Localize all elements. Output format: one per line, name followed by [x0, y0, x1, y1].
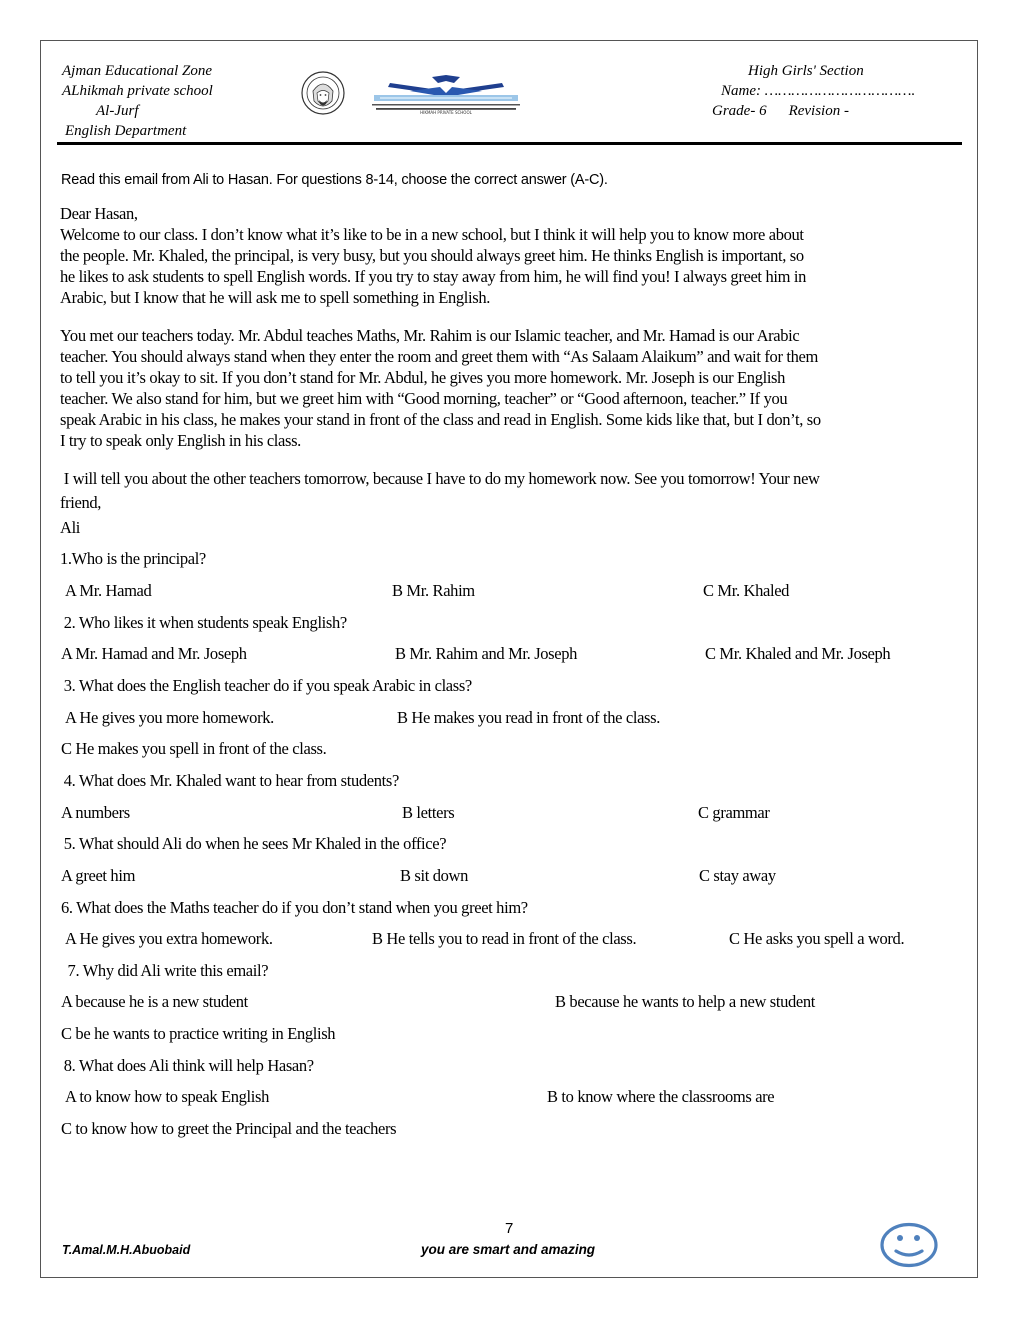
- smiley-face-icon: [879, 1222, 939, 1268]
- question-text: 5. What should Ali do when he sees Mr Khaled in the office?: [60, 834, 447, 853]
- answer-option[interactable]: B letters: [402, 803, 455, 822]
- svg-text:HIKMAH PRIVATE SCHOOL: HIKMAH PRIVATE SCHOOL: [420, 110, 472, 115]
- answer-option[interactable]: C be he wants to practice writing in English: [61, 1024, 336, 1043]
- section-label: High Girls' Section: [748, 63, 864, 79]
- page-number: 7: [505, 1220, 514, 1237]
- answer-option[interactable]: B sit down: [400, 866, 469, 885]
- answer-option[interactable]: C stay away: [699, 866, 776, 885]
- footer-motto: you are smart and amazing: [421, 1242, 596, 1257]
- question-text: 3. What does the English teacher do if you speak Arabic in class?: [60, 676, 472, 695]
- answer-option[interactable]: C grammar: [698, 803, 770, 822]
- question-text: 4. What does Mr. Khaled want to hear from students?: [60, 771, 399, 790]
- answer-option[interactable]: A He gives you extra homework.: [65, 929, 273, 948]
- email-paragraph2-line: I try to speak only English in his class.: [60, 431, 301, 450]
- answer-option[interactable]: A greet him: [61, 866, 136, 885]
- email-greeting: Dear Hasan,: [60, 204, 138, 223]
- grade-revision: [700, 101, 915, 121]
- email-paragraph2-line: speak Arabic in his class, he makes your stand in front of the class and read in English. Some kids like that, but I don’t, so: [60, 410, 821, 429]
- answer-option[interactable]: C Mr. Khaled: [703, 581, 790, 600]
- email-paragraph1-line: Welcome to our class. I don’t know what it’s like to be in a new school, but I think it will help you to know more about: [60, 225, 804, 244]
- student-info: [700, 61, 915, 121]
- question-text: 1.Who is the principal?: [60, 549, 206, 568]
- email-paragraph1-line: he likes to ask students to spell English words. If you try to stay away from him, he will find you! I always greet him in: [60, 267, 806, 286]
- answer-option[interactable]: A He gives you more homework.: [65, 708, 274, 727]
- answer-option[interactable]: A numbers: [61, 803, 130, 822]
- email-paragraph2-line: You met our teachers today. Mr. Abdul teaches Maths, Mr. Rahim is our Islamic teacher, and Mr. Hamad is our Arabic: [60, 326, 800, 345]
- email-paragraph3-line: I will tell you about the other teachers tomorrow, because I have to do my homework now. See you tomorrow! Your new: [60, 469, 820, 488]
- answer-option[interactable]: B because he wants to help a new student: [555, 992, 816, 1011]
- answer-option[interactable]: A Mr. Hamad: [65, 581, 152, 600]
- email-paragraph3-line: friend,: [60, 493, 102, 512]
- answer-option[interactable]: B to know where the classrooms are: [547, 1087, 775, 1106]
- header-divider: [57, 142, 962, 145]
- year-of-zayed-seal-icon: [301, 71, 345, 115]
- department: English Department: [65, 123, 187, 139]
- answer-option[interactable]: C He makes you spell in front of the class.: [61, 739, 327, 758]
- answer-option[interactable]: A because he is a new student: [61, 992, 248, 1011]
- email-paragraph1-line: Arabic, but I know that he will ask me to spell something in English.: [60, 288, 490, 307]
- answer-option[interactable]: B Mr. Rahim: [392, 581, 475, 600]
- educational-zone: Ajman Educational Zone: [62, 63, 212, 79]
- answer-option[interactable]: B Mr. Rahim and Mr. Joseph: [395, 644, 578, 663]
- email-paragraph2-line: teacher. You should always stand when they enter the room and greet them with “As Salaam Alaikum” and wait for them: [60, 347, 818, 366]
- answer-option[interactable]: A to know how to speak English: [65, 1087, 269, 1106]
- email-paragraph2-line: to tell you it’s okay to sit. If you don’t stand for Mr. Abdul, he gives you more homework. Mr. Joseph is our English: [60, 368, 786, 387]
- school-name: ALhikmah private school: [62, 83, 213, 99]
- school-logo-icon: [370, 73, 522, 115]
- answer-option[interactable]: C to know how to greet the Principal and the teachers: [61, 1119, 397, 1138]
- answer-option[interactable]: A Mr. Hamad and Mr. Joseph: [61, 644, 247, 663]
- email-signature: Ali: [60, 518, 81, 537]
- question-text: 7. Why did Ali write this email?: [60, 961, 269, 980]
- school-location: Al-Jurf: [96, 103, 139, 119]
- revision-label: Revision -: [788, 103, 849, 119]
- author-name: T.Amal.M.H.Abuobaid: [62, 1243, 191, 1257]
- email-paragraph1-line: the people. Mr. Khaled, the principal, is very busy, but you should always greet him. He thinks English is important, so: [60, 246, 804, 265]
- question-text: 2. Who likes it when students speak English?: [60, 613, 347, 632]
- answer-option[interactable]: C Mr. Khaled and Mr. Joseph: [705, 644, 891, 663]
- question-text: 8. What does Ali think will help Hasan?: [60, 1056, 314, 1075]
- email-paragraph2-line: teacher. We also stand for him, but we greet him with “Good morning, teacher” or “Good afternoon, teacher.” If you: [60, 389, 788, 408]
- instructions: Read this email from Ali to Hasan. For questions 8-14, choose the correct answer (A-C).: [61, 172, 608, 188]
- question-text: 6. What does the Maths teacher do if you don’t stand when you greet him?: [61, 898, 528, 917]
- school-info: [62, 61, 213, 141]
- name-field[interactable]: Name: …………………………….: [721, 83, 916, 99]
- answer-option[interactable]: C He asks you spell a word.: [729, 929, 905, 948]
- grade-label: Grade- 6: [712, 103, 767, 119]
- answer-option[interactable]: B He tells you to read in front of the class.: [372, 929, 637, 948]
- answer-option[interactable]: B He makes you read in front of the class.: [397, 708, 660, 727]
